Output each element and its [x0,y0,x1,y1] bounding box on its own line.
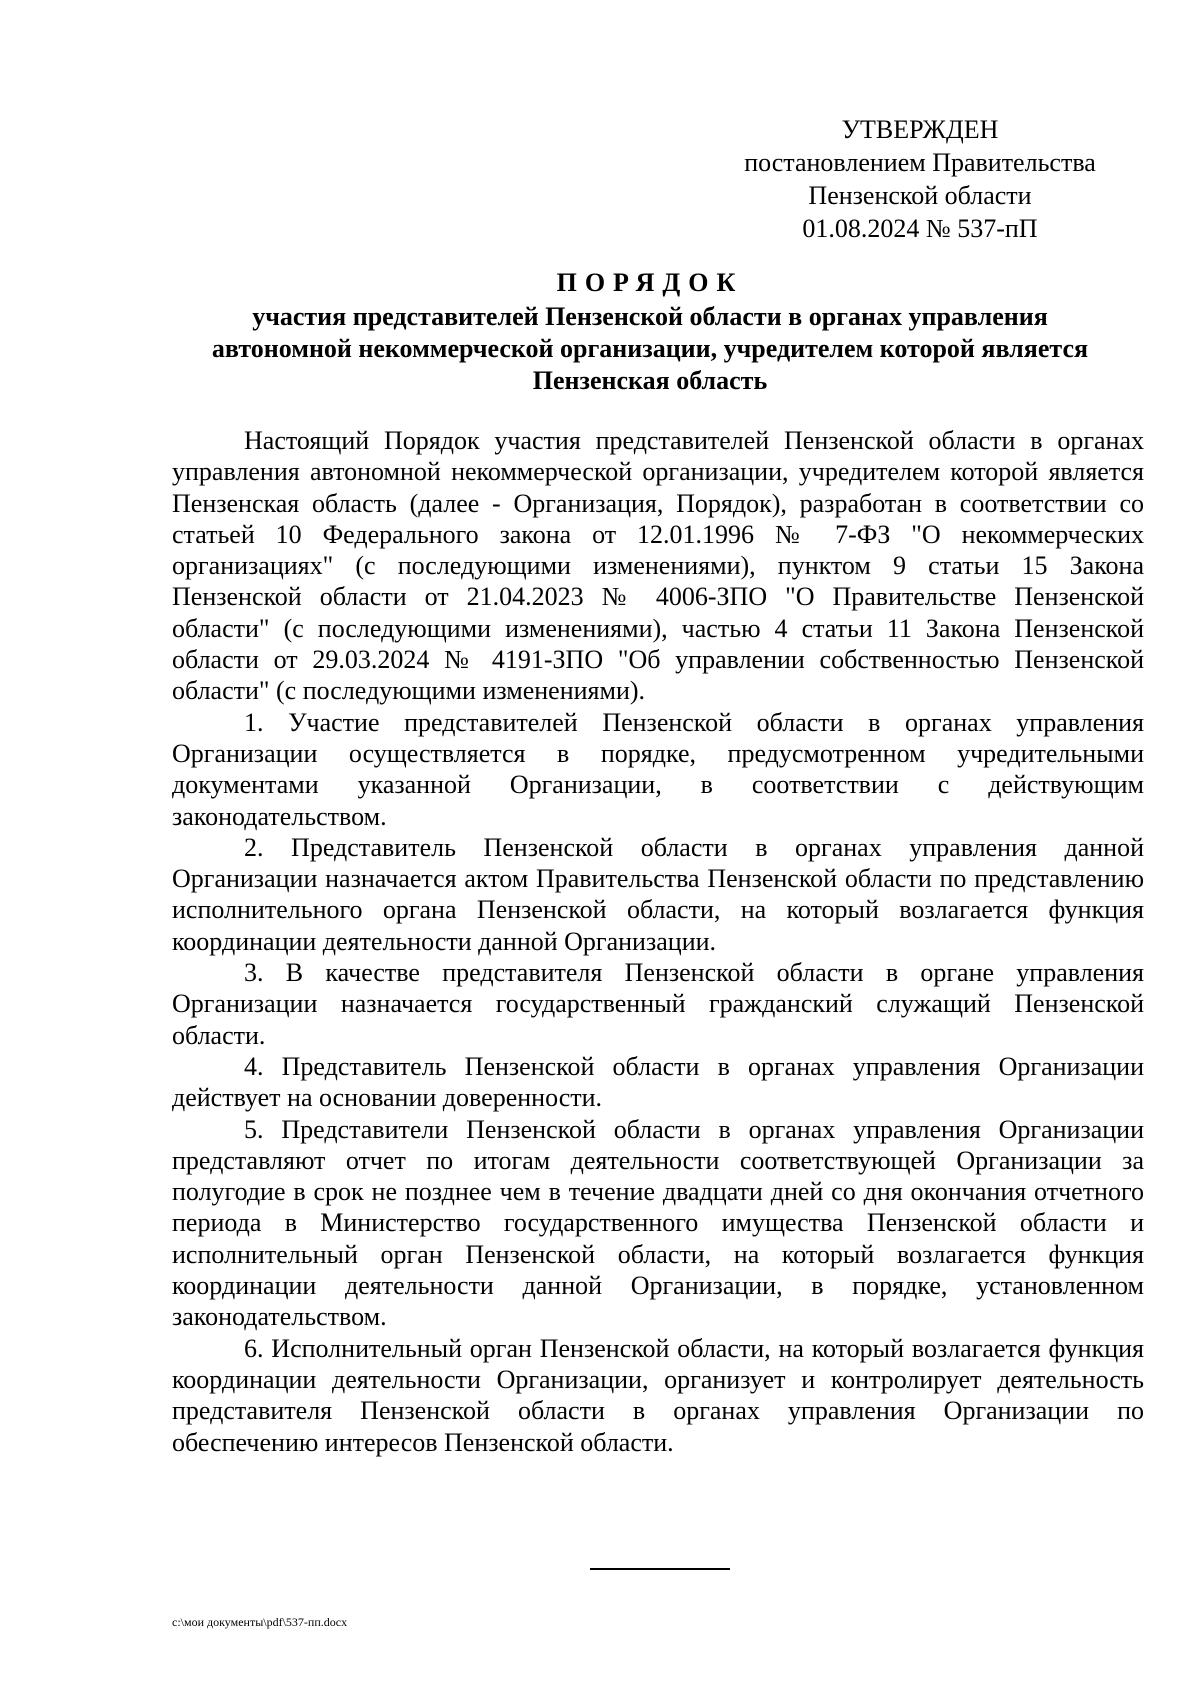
clause-5: 5. Представители Пензенской области в органах управления Организации представляют отчет по итогам деятельности соответствующей Организации за полугодие в срок не позднее чем в течение двадцати дней со дня окончания отчетного периода в Министерство государственного имущества Пензенской области и исполнительный орган Пензенской области, на который возлагается функция координации деятельности данной Организации, в порядке, установленном законодательством. [172,1114,1144,1332]
document-title: ПОРЯДОК [556,268,744,297]
document-title-block [150,267,1150,397]
clause-1: 1. Участие представителей Пензенской области в органах управления Организации осуществляется в порядке, предусмотренном учредительными документами указанной Организации, в соответствии с действующим законодательством. [172,707,1144,831]
approval-line-date-number: 01.08.2024 № 537-пП [802,214,1038,243]
document-subtitle-line: участия представителей Пензенской области в органах управления [252,302,1048,331]
clause-4: 4. Представитель Пензенской области в органах управления Организации действует на основании доверенности. [172,1051,1144,1113]
clause-6: 6. Исполнительный орган Пензенской области, на который возлагается функция координации деятельности Организации, организует и контролирует деятельность представителя Пензенской области в органах управления Организации по обеспечению интересов Пензенской области. [172,1333,1144,1457]
approval-line-region: Пензенской области [808,181,1032,210]
clause-2: 2. Представитель Пензенской области в органах управления данной Организации назначается актом Правительства Пензенской области по представлению исполнительного органа Пензенской области, на который возлагается функция координации деятельности данной Организации. [172,832,1144,956]
document-body [172,425,1144,1458]
intro-paragraph: Настоящий Порядок участия представителей Пензенской области в органах управления автономной некоммерческой организации, учредителем которой является Пензенская область (далее - Организация, Порядок), разработан в соответствии со статьей 10 Федерального закона от 12.01.1996 № 7-ФЗ "О некоммерческих организациях" (с последующими изменениями), пунктом 9 статьи 15 Закона Пензенской области от 21.04.2023 № 4006-ЗПО "О Правительстве Пензенской области" (с последующими изменениями), частью 4 статьи 11 Закона Пензенской области от 29.03.2024 № 4191-ЗПО "Об управлении собственностью Пензенской области" (с последующими изменениями). [172,426,1144,706]
approval-line-decree: постановлением Правительства [744,148,1096,177]
document-subtitle-line: автономной некоммерческой организации, учредителем которой является [211,334,1089,363]
footer-file-path: c:\мои документы\pdf\537-пп.docx [172,1615,348,1629]
document-subtitle-line: Пензенская область [532,366,768,395]
clause-3: 3. В качестве представителя Пензенской области в органе управления Организации назначается государственный гражданский служащий Пензенской области. [172,958,1144,1050]
approval-line-approved: УТВЕРЖДЕН [841,115,999,144]
approval-stamp [700,113,1140,245]
end-divider-line [590,1568,730,1570]
document-subtitle [150,301,1150,397]
